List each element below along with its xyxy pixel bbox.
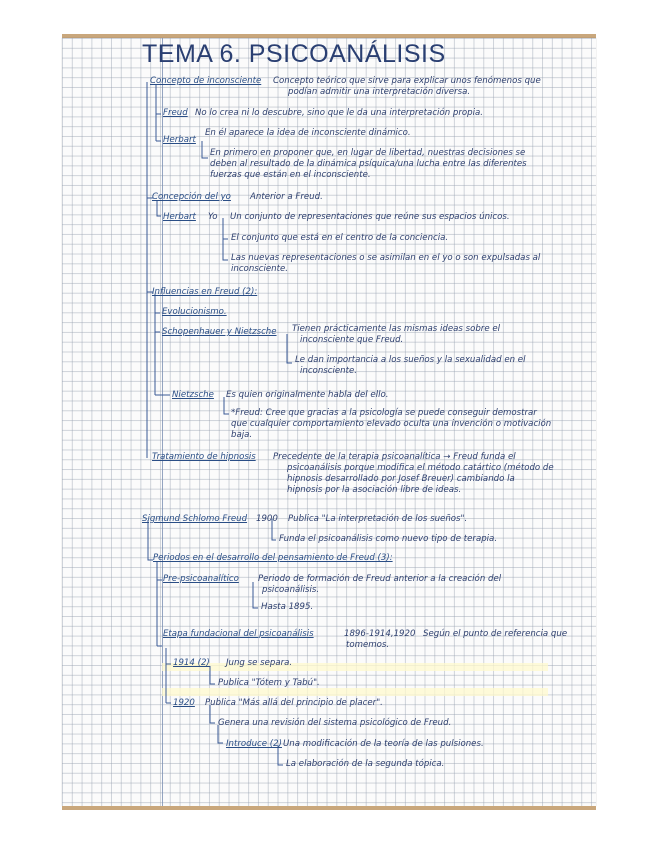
note-text: Las nuevas representaciones o se asimilan en el yo o son expulsadas al bbox=[231, 253, 541, 263]
note-text: Es quien originalmente habla del ello. bbox=[226, 390, 389, 400]
section-heading-influencias: Influencias en Freud (2): bbox=[152, 287, 258, 297]
label-schopenhauer-nietzsche: Schopenhauer y Nietzsche bbox=[162, 327, 277, 337]
note-text: No lo crea ni lo descubre, sino que le da una interpretación propia. bbox=[195, 108, 483, 118]
note-text: Precedente de la terapia psicoanalítica → Freud funda el bbox=[273, 452, 516, 462]
note-text: Un conjunto de representaciones que reúne sus espacios únicos. bbox=[230, 212, 510, 222]
page-title: TEMA 6. PSICOANÁLISIS bbox=[142, 40, 446, 68]
note-text: En él aparece la idea de inconsciente dinámico. bbox=[205, 128, 411, 138]
note-text: Según el punto de referencia que bbox=[423, 629, 568, 639]
note-text: hipnosis desarrollado por Josef Breuer) cambiando la bbox=[287, 474, 515, 484]
label-nietzsche: Nietzsche bbox=[172, 390, 214, 400]
note-text: deben al resultado de la dinámica psíquica/una lucha entre las diferentes bbox=[210, 159, 527, 169]
note-text: Jung se separa. bbox=[226, 658, 293, 668]
note-text: La elaboración de la segunda tópica. bbox=[286, 759, 445, 769]
section-heading-periodos: Periodos en el desarrollo del pensamiento de Freud (3): bbox=[153, 553, 393, 563]
note-text: Publica "Más allá del principio de placer". bbox=[205, 698, 383, 708]
note-text: que cualquier comportamiento elevado oculta una invención o motivación bbox=[231, 419, 552, 429]
note-text: inconsciente que Freud. bbox=[300, 335, 404, 345]
label-yo: Yo bbox=[208, 212, 218, 222]
note-text: Concepto teórico que sirve para explicar unos fenómenos que bbox=[273, 76, 541, 86]
years-etapa: 1896-1914,1920 bbox=[344, 629, 416, 639]
section-heading-inconsciente: Concepto de inconsciente bbox=[150, 76, 262, 86]
note-text: Hasta 1895. bbox=[261, 602, 314, 612]
year-1920: 1920 bbox=[173, 698, 195, 708]
year-1900: 1900 bbox=[256, 514, 278, 524]
note-text: hipnosis por la asociación libre de ideas. bbox=[287, 485, 462, 495]
note-text: baja. bbox=[231, 430, 253, 440]
label-herbart: Herbart bbox=[163, 135, 196, 145]
note-text: Una modificación de la teoría de las pulsiones. bbox=[283, 739, 484, 749]
note-text: inconsciente. bbox=[231, 264, 288, 274]
note-text: inconsciente. bbox=[300, 366, 357, 376]
section-heading-freud: Sigmund Schlomo Freud bbox=[142, 514, 248, 524]
label-herbart: Herbart bbox=[163, 212, 196, 222]
note-text: tomemos. bbox=[346, 640, 390, 650]
note-text: Periodo de formación de Freud anterior a la creación del bbox=[258, 574, 502, 584]
year-1914: 1914 (2) bbox=[173, 658, 210, 668]
label-etapa-fundacional: Etapa fundacional del psicoanálisis bbox=[163, 629, 314, 639]
section-heading-yo: Concepción del yo bbox=[152, 192, 231, 202]
note-text: psicoanálisis porque modifica el método catártico (método de bbox=[287, 463, 554, 473]
note-text: psicoanálisis. bbox=[262, 585, 320, 595]
note-text: En primero en proponer que, en lugar de libertad, nuestras decisiones se bbox=[210, 148, 526, 158]
section-heading-hipnosis: Tratamiento de hipnosis bbox=[152, 452, 256, 462]
label-pre-psicoanalitico: Pre-psicoanalítico bbox=[163, 574, 239, 584]
note-text: Tienen prácticamente las mismas ideas sobre el bbox=[292, 324, 501, 334]
note-text: fuerzas que están en el inconsciente. bbox=[210, 170, 371, 180]
note-text: Publica "La interpretación de los sueños". bbox=[288, 514, 468, 524]
note-text: Le dan importancia a los sueños y la sexualidad en el bbox=[295, 355, 526, 365]
note-text: Funda el psicoanálisis como nuevo tipo de terapia. bbox=[279, 534, 498, 544]
note-text: Publica "Tótem y Tabú". bbox=[218, 678, 320, 688]
note-text: *Freud: Cree que gracias a la psicología se puede conseguir demostrar bbox=[231, 408, 537, 418]
note-text: Genera una revisión del sistema psicológico de Freud. bbox=[218, 718, 452, 728]
note-text: El conjunto que está en el centro de la conciencia. bbox=[231, 233, 449, 243]
note-text: podían admitir una interpretación diversa. bbox=[288, 87, 471, 97]
label-introduce: Introduce (2) bbox=[226, 739, 282, 749]
label-freud: Freud bbox=[163, 108, 188, 118]
note-text: Anterior a Freud. bbox=[250, 192, 323, 202]
label-evolucionismo: Evolucionismo. bbox=[162, 307, 227, 317]
